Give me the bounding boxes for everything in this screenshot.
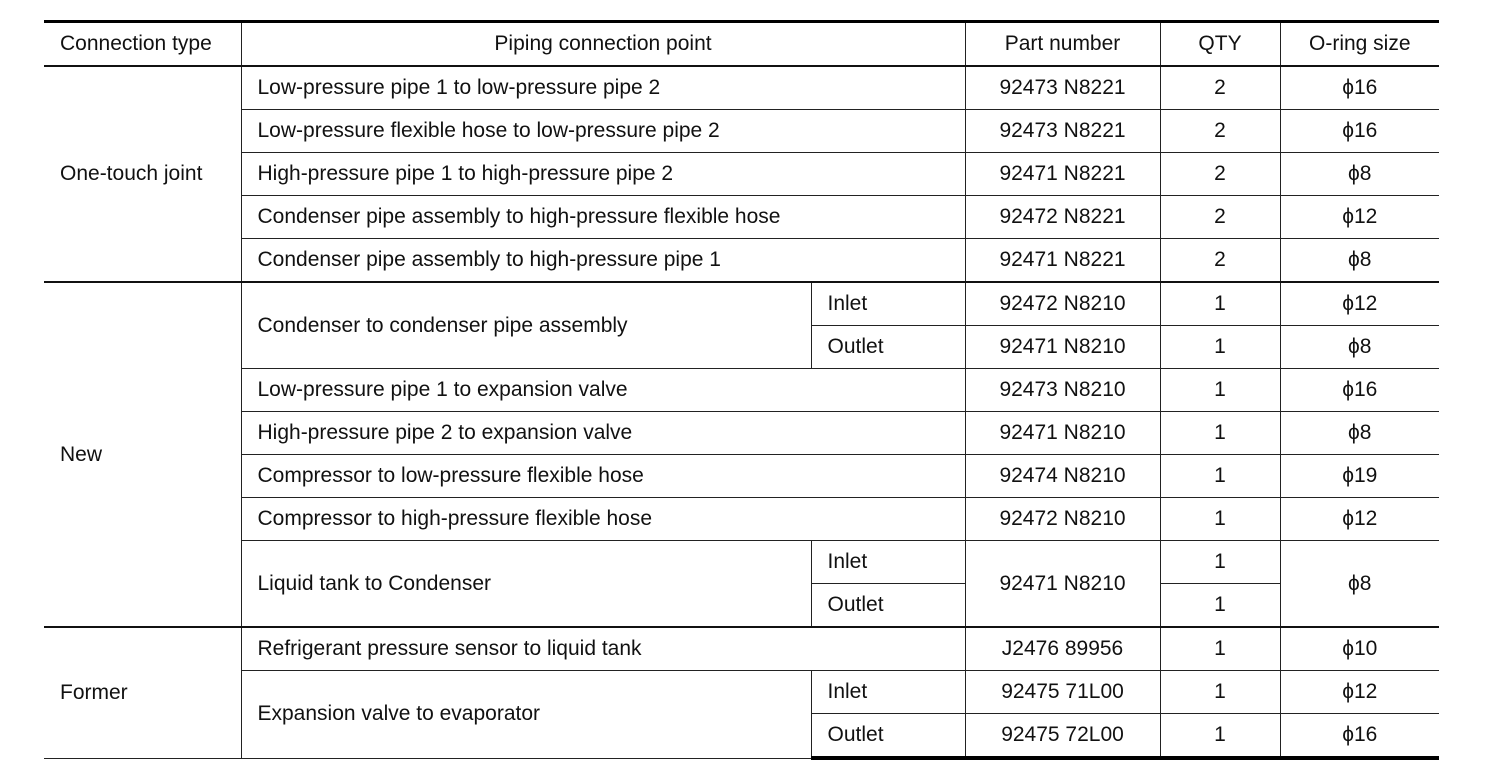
header-connection-type: Connection type	[44, 22, 241, 67]
part-number: 92471 N8210	[965, 412, 1160, 455]
oring-size: ϕ12	[1280, 498, 1439, 541]
qty: 2	[1160, 110, 1280, 153]
oring-size: ϕ12	[1280, 671, 1439, 714]
part-number: 92475 71L00	[965, 671, 1160, 714]
oring-size: ϕ16	[1280, 66, 1439, 110]
qty: 1	[1160, 326, 1280, 369]
table-row	[44, 369, 1439, 412]
table-row	[44, 196, 1439, 239]
connection-type-new: New	[44, 282, 241, 627]
sub-point-outlet: Outlet	[811, 584, 965, 628]
sub-point-outlet: Outlet	[811, 326, 965, 369]
piping-point: High-pressure pipe 1 to high-pressure pipe 2	[241, 153, 965, 196]
piping-point: Condenser pipe assembly to high-pressure pipe 1	[241, 239, 965, 283]
qty: 1	[1160, 369, 1280, 412]
oring-size: ϕ10	[1280, 627, 1439, 671]
piping-point: Refrigerant pressure sensor to liquid tank	[241, 627, 965, 671]
qty: 1	[1160, 412, 1280, 455]
piping-point: Low-pressure pipe 1 to expansion valve	[241, 369, 965, 412]
sub-point-inlet: Inlet	[811, 541, 965, 584]
sub-point-inlet: Inlet	[811, 282, 965, 326]
qty: 1	[1160, 714, 1280, 759]
header-qty: QTY	[1160, 22, 1280, 67]
piping-point: Condenser to condenser pipe assembly	[241, 282, 811, 369]
qty: 2	[1160, 239, 1280, 283]
qty: 1	[1160, 282, 1280, 326]
oring-size: ϕ16	[1280, 369, 1439, 412]
table-row	[44, 110, 1439, 153]
table-row	[44, 153, 1439, 196]
qty: 2	[1160, 66, 1280, 110]
part-number: J2476 89956	[965, 627, 1160, 671]
piping-point: Condenser pipe assembly to high-pressure flexible hose	[241, 196, 965, 239]
sub-point-outlet: Outlet	[811, 714, 965, 759]
part-number: 92473 N8210	[965, 369, 1160, 412]
qty: 1	[1160, 627, 1280, 671]
table-row	[44, 455, 1439, 498]
connection-type-former: Former	[44, 627, 241, 758]
part-number: 92475 72L00	[965, 714, 1160, 759]
oring-size: ϕ19	[1280, 455, 1439, 498]
table-row	[44, 282, 1439, 326]
part-number: 92471 N8221	[965, 153, 1160, 196]
piping-point: Compressor to high-pressure flexible hose	[241, 498, 965, 541]
connection-type-one-touch-joint: One-touch joint	[44, 66, 241, 282]
header-part-number: Part number	[965, 22, 1160, 67]
oring-size: ϕ16	[1280, 714, 1439, 759]
part-number: 92471 N8221	[965, 239, 1160, 283]
qty: 2	[1160, 153, 1280, 196]
table-row	[44, 671, 1439, 714]
oring-size: ϕ8	[1280, 153, 1439, 196]
oring-size: ϕ12	[1280, 196, 1439, 239]
sub-point-inlet: Inlet	[811, 671, 965, 714]
oring-size: ϕ8	[1280, 239, 1439, 283]
qty: 1	[1160, 455, 1280, 498]
part-number: 92472 N8210	[965, 498, 1160, 541]
table-row	[44, 541, 1439, 584]
piping-point: Low-pressure flexible hose to low-pressure pipe 2	[241, 110, 965, 153]
oring-specification-table	[44, 20, 1439, 760]
piping-point: Low-pressure pipe 1 to low-pressure pipe 2	[241, 66, 965, 110]
part-number: 92472 N8221	[965, 196, 1160, 239]
header-oring-size: O-ring size	[1280, 22, 1439, 67]
header-row	[44, 22, 1439, 67]
table-row	[44, 498, 1439, 541]
qty: 1	[1160, 498, 1280, 541]
part-number: 92473 N8221	[965, 110, 1160, 153]
qty: 2	[1160, 196, 1280, 239]
piping-point: Liquid tank to Condenser	[241, 541, 811, 628]
oring-size: ϕ16	[1280, 110, 1439, 153]
oring-size: ϕ8	[1280, 326, 1439, 369]
oring-size: ϕ12	[1280, 282, 1439, 326]
piping-point: Expansion valve to evaporator	[241, 671, 811, 759]
part-number: 92471 N8210	[965, 541, 1160, 628]
table-row	[44, 66, 1439, 110]
oring-size: ϕ8	[1280, 541, 1439, 628]
qty: 1	[1160, 584, 1280, 628]
piping-point: High-pressure pipe 2 to expansion valve	[241, 412, 965, 455]
qty: 1	[1160, 671, 1280, 714]
table-row	[44, 239, 1439, 283]
table-row	[44, 412, 1439, 455]
oring-size: ϕ8	[1280, 412, 1439, 455]
part-number: 92472 N8210	[965, 282, 1160, 326]
header-piping-connection-point: Piping connection point	[241, 22, 965, 67]
part-number: 92473 N8221	[965, 66, 1160, 110]
qty: 1	[1160, 541, 1280, 584]
piping-point: Compressor to low-pressure flexible hose	[241, 455, 965, 498]
table-row	[44, 627, 1439, 671]
part-number: 92474 N8210	[965, 455, 1160, 498]
part-number: 92471 N8210	[965, 326, 1160, 369]
